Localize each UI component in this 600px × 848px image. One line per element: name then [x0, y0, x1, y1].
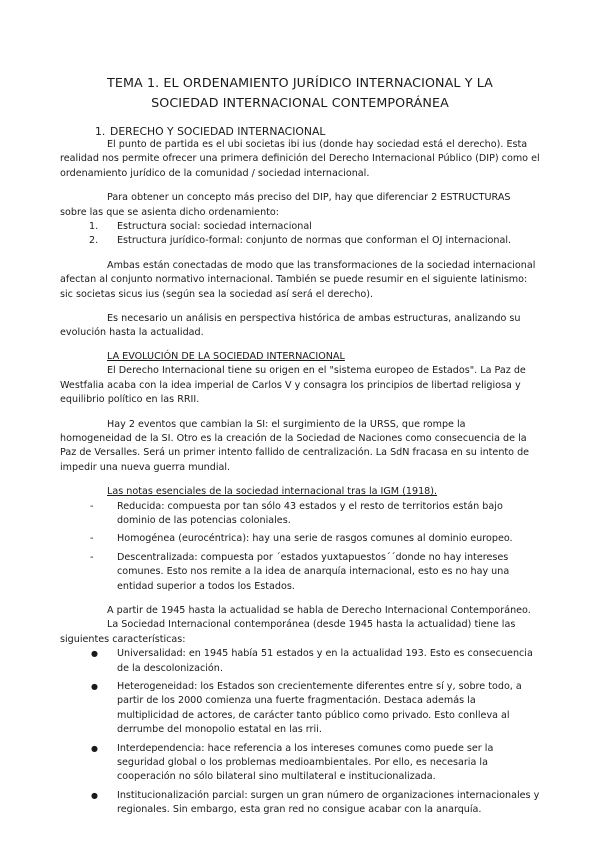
- bullet-icon: ●: [91, 790, 98, 800]
- paragraph: A partir de 1945 hasta la actualidad se habla de Derecho Internacional Contemporáneo.: [107, 604, 531, 616]
- subsection-heading: LA EVOLUCIÓN DE LA SOCIEDAD INTERNACIONAL: [107, 350, 345, 362]
- section-title: DERECHO Y SOCIEDAD INTERNACIONAL: [110, 125, 326, 138]
- structures-list: [60, 220, 540, 249]
- list-item-text: Heterogeneidad: los Estados son crecientemente diferentes entre sí y, sobre todo, a partir de los 2000 comienza una fuerte fragmentación. Destaca además la multiplicidad de actores, de carácter tanto público como privado. Esto conlleva al derrumbe del monopolio estatal en las rrii.: [117, 681, 522, 736]
- bullet-icon: ●: [91, 649, 98, 659]
- list-item: [60, 500, 540, 529]
- paragraph: Ambas están conectadas de modo que las transformaciones de la sociedad internacional afectan al conjunto normativo internacional. También se puede resumir en el siguiente latinismo: sic societas sicus ius (según sea la sociedad así será el derecho).: [60, 259, 536, 300]
- paragraph: Hay 2 eventos que cambian la SI: el surgimiento de la URSS, que rompe la homogeneidad de la SI. Otro es la creación de la Sociedad de Naciones como consecuencia de la Paz de Versalles. Será un primer intento fallido de centralización. La SdN fracasa en su intento de impedir una nueva guerra mundial.: [60, 418, 530, 473]
- title-line-1: TEMA 1. EL ORDENAMIENTO JURÍDICO INTERNACIONAL Y LA: [107, 75, 493, 90]
- list-item-text: Estructura social: sociedad internacional: [117, 221, 312, 233]
- notes-list: [60, 500, 540, 594]
- list-marker: 2.: [89, 235, 99, 247]
- list-marker: -: [90, 500, 94, 512]
- list-item-text: Descentralizada: compuesta por ´estados yuxtapuestos´´donde no hay intereses comunes. Esto nos remite a la idea de anarquía internacional, esto es no hay una entidad superior a todos los Estados.: [117, 551, 510, 592]
- paragraph: El punto de partida es el ubi societas ibi ius (donde hay sociedad está el derecho). Esta realidad nos permite ofrecer una primera definición del Derecho Internacional Público (DIP) como el ordenamiento jurídico de la comunidad / sociedad internacional.: [60, 139, 540, 179]
- list-item-text: Reducida: compuesta por tan sólo 43 estados y el resto de territorios están bajo dominio de las potencias coloniales.: [117, 500, 503, 526]
- paragraph: Es necesario un análisis en perspectiva histórica de ambas estructuras, analizando su evolución hasta la actualidad.: [60, 313, 521, 339]
- list-item-text: Institucionalización parcial: surgen un gran número de organizaciones internacionales y regionales. Sin embargo, esta gran red no consigue acabar con la anarquía.: [117, 789, 540, 816]
- list-item-text: Estructura jurídico-formal: conjunto de normas que conforman el OJ internacional.: [117, 235, 512, 247]
- section-number: 1.: [95, 125, 106, 138]
- list-item-text: Universalidad: en 1945 había 51 estados y en la actualidad 193. Esto es consecuencia de la descolonización.: [117, 648, 533, 674]
- list-marker: 1.: [89, 221, 99, 233]
- list-item: [60, 789, 540, 818]
- bullet-icon: ●: [91, 743, 98, 753]
- features-list: [60, 647, 540, 817]
- list-item-text: Interdependencia: hace referencia a los intereses comunes como puede ser la seguridad global o los problemas medioambientales. Por ello, es necesaria la cooperación no sólo bilateral sino multilateral e institucionalizada.: [117, 742, 494, 783]
- section-body: [60, 138, 540, 818]
- list-item: [60, 220, 540, 234]
- paragraph: Para obtener un concepto más preciso del DIP, hay que diferenciar 2 ESTRUCTURAS sobre las que se asienta dicho ordenamiento:: [60, 192, 511, 218]
- list-item: [60, 551, 540, 594]
- document-title: [60, 73, 540, 113]
- list-marker: -: [90, 533, 94, 545]
- notes-heading: Las notas esenciales de la sociedad internacional tras la IGM (1918).: [107, 486, 438, 498]
- paragraph: La Sociedad Internacional contemporánea (desde 1945 hasta la actualidad) tiene las siguientes características:: [60, 619, 516, 645]
- bullet-icon: ●: [91, 682, 98, 691]
- list-item-text: Homogénea (eurocéntrica): hay una serie de rasgos comunes al dominio europeo.: [117, 533, 513, 545]
- title-line-2: SOCIEDAD INTERNACIONAL CONTEMPORÁNEA: [151, 95, 449, 110]
- list-item: [60, 532, 540, 546]
- list-item: [60, 234, 540, 248]
- list-marker: -: [90, 551, 94, 563]
- paragraph: El Derecho Internacional tiene su origen en el "sistema europeo de Estados". La Paz de Westfalia acaba con la idea imperial de Carlos V y consagra los principios de libertad religiosa y equilibrio político en las RRII.: [60, 365, 526, 406]
- list-item: [60, 647, 540, 676]
- list-item: [60, 742, 540, 785]
- list-item: [60, 680, 540, 738]
